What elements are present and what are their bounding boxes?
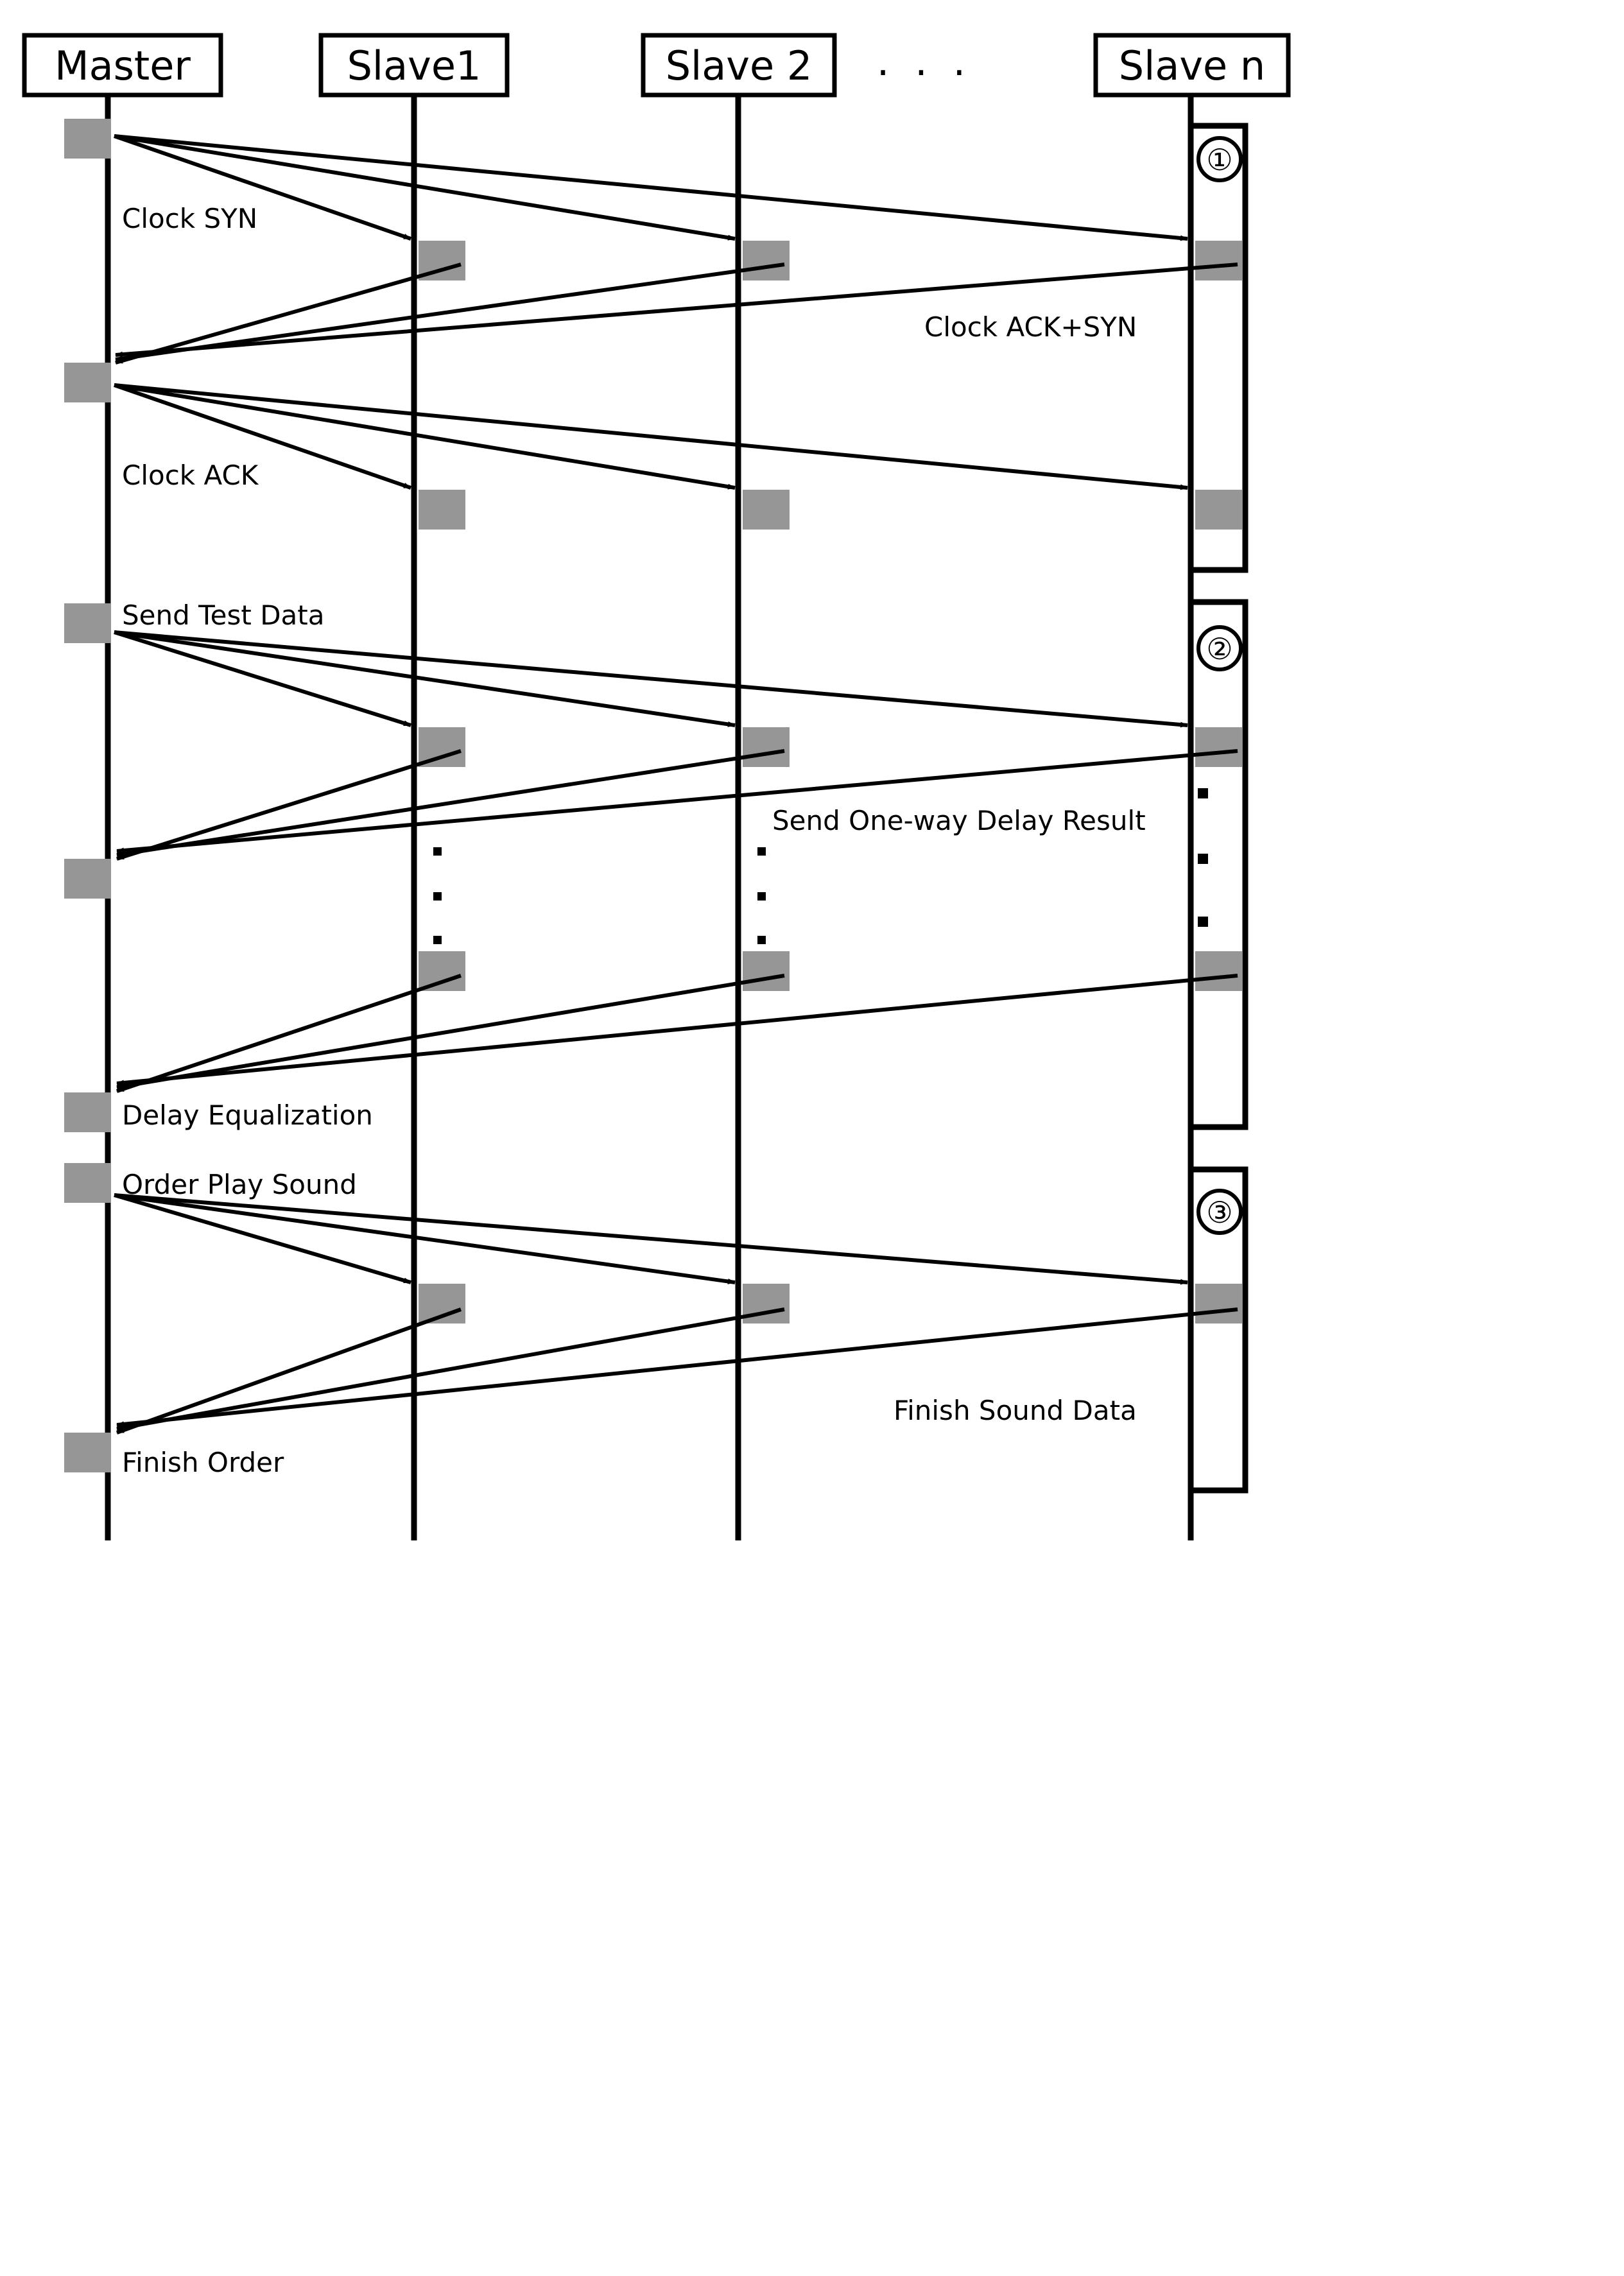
activation-box bbox=[1195, 241, 1242, 280]
lifeline-header-master bbox=[24, 35, 221, 95]
lifeline-header-slave1 bbox=[321, 35, 507, 95]
activation-box bbox=[419, 490, 465, 530]
message-label-order-play-sound: Order Play Sound bbox=[122, 1169, 357, 1200]
message-label-clock-ack-syn: Clock ACK+SYN bbox=[924, 311, 1137, 343]
ellipsis-slave2 bbox=[757, 847, 766, 944]
activation-box bbox=[64, 1433, 111, 1472]
lifeline-header-slaven bbox=[1096, 35, 1288, 95]
activation-box bbox=[64, 603, 111, 643]
lifeline-ellipsis: · · · bbox=[876, 49, 972, 96]
message-arrows-delay-equalization bbox=[117, 976, 1238, 1091]
activation-box bbox=[64, 1163, 111, 1203]
activation-box bbox=[743, 727, 790, 767]
activation-box bbox=[64, 1092, 111, 1132]
message-arrows-order-play-sound bbox=[114, 1195, 1188, 1282]
message-arrows-send-test-data bbox=[114, 632, 1188, 725]
phase-number-1: ① bbox=[1206, 142, 1233, 177]
activation-box bbox=[1195, 490, 1242, 530]
ellipsis-slave1 bbox=[433, 847, 442, 944]
message-label-delay-equalization: Delay Equalization bbox=[122, 1099, 373, 1131]
activation-box bbox=[64, 859, 111, 899]
phase-number-3: ③ bbox=[1206, 1195, 1233, 1230]
activation-box bbox=[1195, 951, 1242, 991]
activation-box bbox=[64, 363, 111, 402]
activation-box bbox=[743, 241, 790, 280]
message-label-send-one-way-delay-result: Send One-way Delay Result bbox=[772, 805, 1146, 836]
activation-box bbox=[419, 951, 465, 991]
message-label-clock-syn: Clock SYN bbox=[122, 203, 258, 234]
activation-box bbox=[743, 951, 790, 991]
lifeline-label-slave2: Slave 2 bbox=[665, 42, 813, 89]
activation-box bbox=[1195, 1284, 1242, 1323]
lifeline-label-slaven: Slave n bbox=[1118, 42, 1266, 89]
phase-bracket-2 bbox=[1191, 602, 1245, 1127]
message-label-finish-sound-data: Finish Sound Data bbox=[894, 1395, 1137, 1426]
lifeline-label-slave1: Slave1 bbox=[347, 42, 481, 89]
lifeline-header-slave2 bbox=[643, 35, 834, 95]
message-arrows-clock-ack bbox=[114, 385, 1188, 488]
activation-box bbox=[743, 490, 790, 530]
activation-box bbox=[1195, 727, 1242, 767]
message-label-clock-ack: Clock ACK bbox=[122, 460, 259, 491]
phase-bracket-3 bbox=[1191, 1169, 1245, 1490]
message-label-finish-order: Finish Order bbox=[122, 1447, 284, 1478]
lifeline-label-master: Master bbox=[55, 42, 191, 89]
message-arrows-clock-syn bbox=[114, 136, 1188, 239]
phase-number-2: ② bbox=[1206, 632, 1233, 666]
ellipsis-slaven bbox=[1198, 788, 1208, 927]
message-label-send-test-data: Send Test Data bbox=[122, 599, 325, 631]
activation-box bbox=[64, 119, 111, 159]
